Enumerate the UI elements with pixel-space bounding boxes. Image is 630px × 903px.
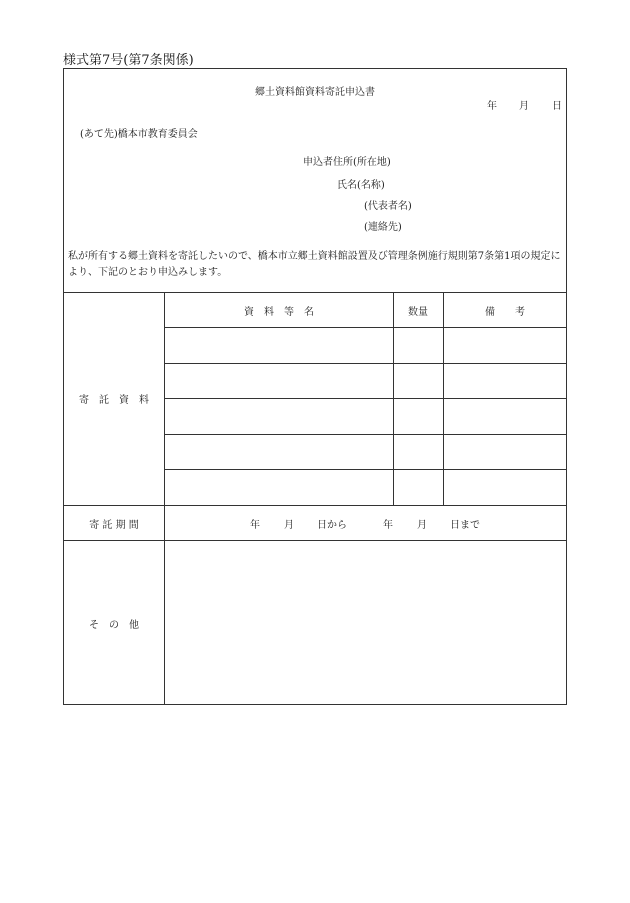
table-top-rule	[63, 292, 567, 293]
period-to-month[interactable]: 月	[417, 520, 427, 531]
period-top-rule	[63, 505, 567, 506]
period-from-day[interactable]: 日から	[317, 520, 347, 531]
label-column-rule	[164, 292, 165, 705]
deposit-materials-label: 寄 託 資 料	[79, 395, 149, 406]
applicant-name-label: 氏名(名称)	[337, 180, 385, 191]
date-year-label: 年	[487, 101, 497, 112]
addressee: (あて先)橋本市教育委員会	[80, 129, 198, 140]
other-label: そ の 他	[89, 620, 139, 631]
form-title: 郷土資料館資料寄託申込書	[255, 87, 375, 98]
row-rule	[164, 398, 567, 399]
period-to-day[interactable]: 日まで	[450, 520, 480, 531]
header-row-rule	[164, 327, 567, 328]
row-rule	[164, 469, 567, 470]
application-statement: 私が所有する郷土資料を寄託したいので、橋本市立郷土資料館設置及び管理条例施行規則第7条第1項の規定により、下記のとおり申込みします。	[68, 251, 561, 278]
row-rule	[164, 363, 567, 364]
applicant-address-label: 申込者住所(所在地)	[303, 157, 391, 168]
row-rule	[164, 434, 567, 435]
date-day-label: 日	[552, 101, 562, 112]
other-top-rule	[63, 540, 567, 541]
period-to-year[interactable]: 年	[383, 520, 393, 531]
period-from-month[interactable]: 月	[284, 520, 294, 531]
header-remarks: 備 考	[485, 307, 525, 318]
header-material-name: 資 料 等 名	[244, 307, 314, 318]
deposit-period-label: 寄 託 期 間	[89, 520, 139, 531]
period-from-year[interactable]: 年	[250, 520, 260, 531]
representative-label: (代表者名)	[364, 201, 412, 212]
date-month-label: 月	[519, 101, 529, 112]
contact-label: (連絡先)	[364, 222, 402, 233]
form-number: 様式第7号(第7条関係)	[63, 53, 194, 68]
header-quantity: 数量	[408, 307, 428, 318]
